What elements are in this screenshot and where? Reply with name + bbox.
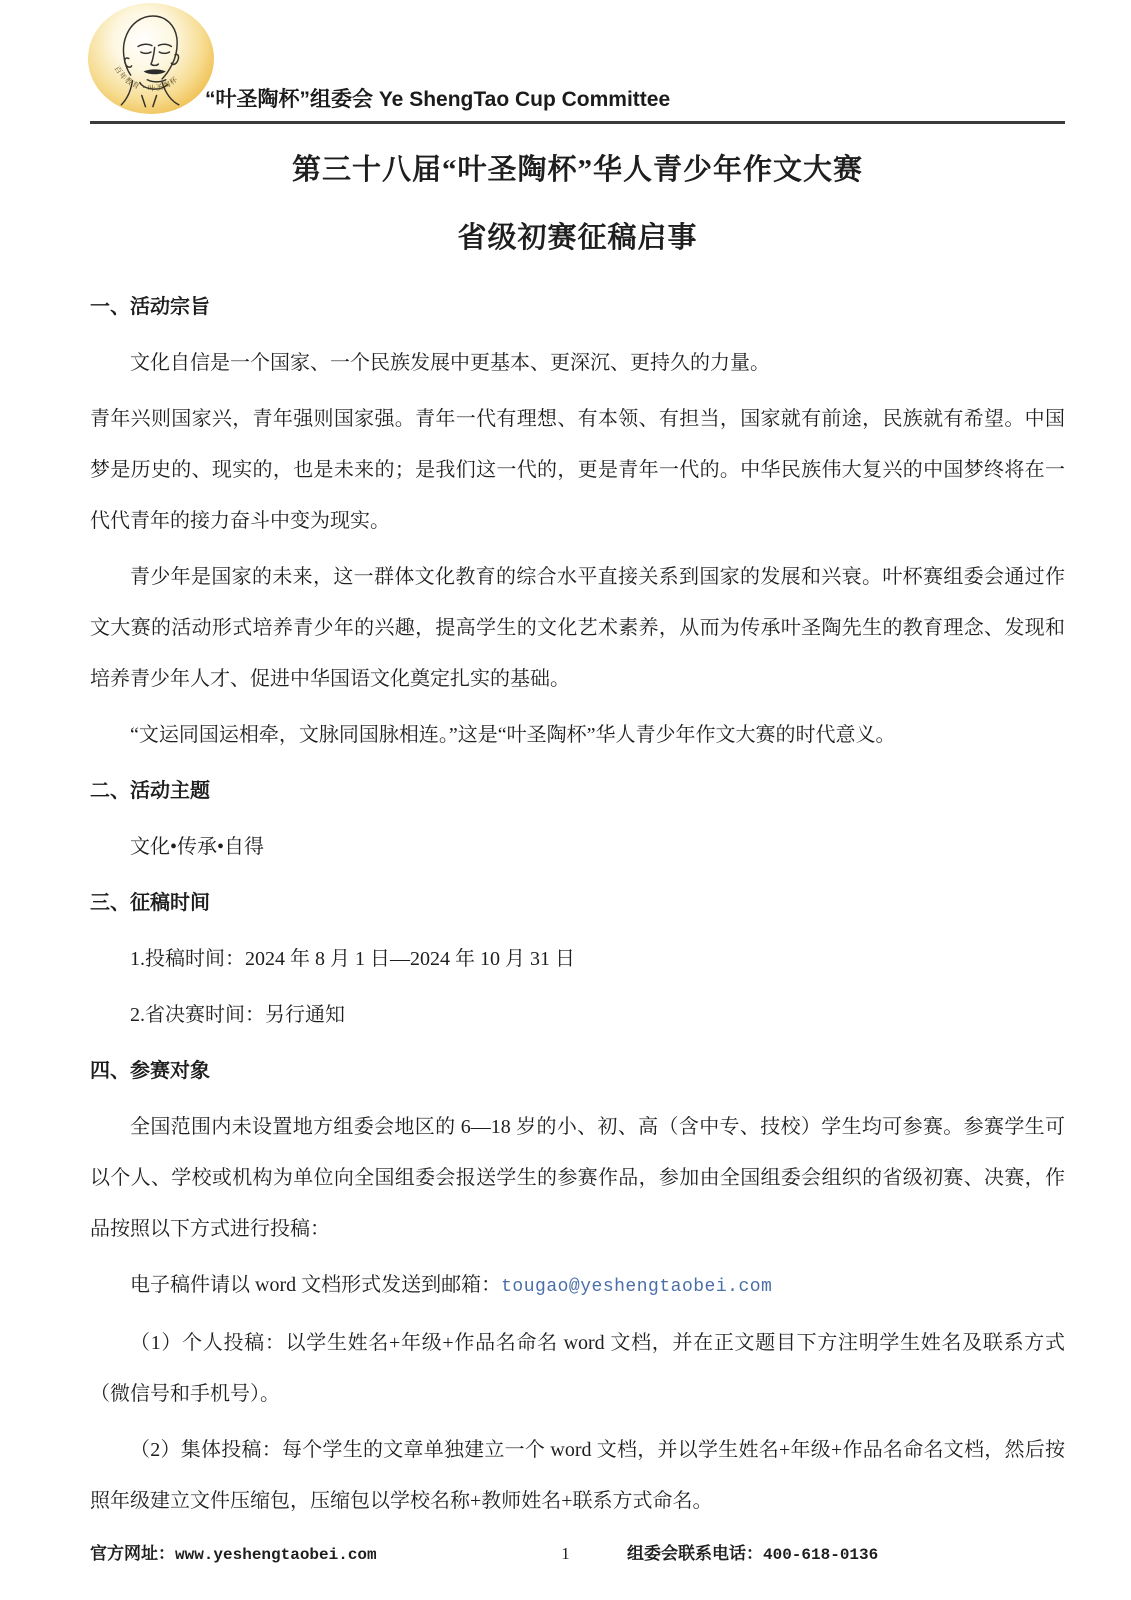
section-heading-schedule: 三、征稿时间 [90,892,210,914]
submission-email-link[interactable]: tougao@yeshengtaobei.com [501,1277,773,1297]
email-label: 电子稿件请以 word 文档形式发送到邮箱： [130,1274,502,1296]
contact-phone-number: 400-618-0136 [763,1546,879,1564]
section-heading-theme: 二、活动主题 [90,780,210,802]
paragraph-culture-confidence: 文化自信是一个国家、一个民族发展中更基本、更深沉、更持久的力量。 [130,352,770,374]
organization-title: “叶圣陶杯”组委会 Ye ShengTao Cup Committee [205,88,671,111]
document-title: 第三十八届“叶圣陶杯”华人青少年作文大赛 [291,154,863,186]
paragraph-individual-submission: （1）个人投稿：以学生姓名+年级+作品名命名 word 文档，并在正文题目下方注明学生姓名及联系方式（微信号和手机号）。 [90,1332,1065,1405]
section-heading-eligibility: 四、参赛对象 [90,1060,210,1082]
footer-phone [627,1542,878,1567]
schedule-item-provincial-final: 2.省决赛时间：另行通知 [130,1004,345,1026]
paragraph-theme: 文化•传承•自得 [130,836,265,858]
email-line [90,1260,1065,1313]
paragraph-group-submission: （2）集体投稿：每个学生的文章单独建立一个 word 文档，并以学生姓名+年级+作品名命名文档，然后按照年级建立文件压缩包，压缩包以学校名称+教师姓名+联系方式命名。 [90,1439,1065,1512]
section-heading-purpose: 一、活动宗旨 [90,296,210,318]
paragraph-youth-future: 青少年是国家的未来，这一群体文化教育的综合水平直接关系到国家的发展和兴衰。叶杯赛组委会通过作文大赛的活动形式培养青少年的兴趣，提高学生的文化艺术素养，从而为传承叶圣陶先生的教育理念、发现和培养青少年人才、促进中华国语文化奠定扎实的基础。 [90,566,1065,690]
paragraph-youth-nation: 青年兴则国家兴，青年强则国家强。青年一代有理想、有本领、有担当，国家就有前途，民族就有希望。中国梦是历史的、现实的，也是未来的；是我们这一代的，更是青年一代的。中华民族伟大复兴的中国梦终将在一代代青年的接力奋斗中变为现实。 [90,408,1065,532]
footer-website [90,1542,377,1567]
official-website-url: www.yeshengtaobei.com [175,1546,377,1564]
paragraph-eligibility: 全国范围内未设置地方组委会地区的 6—18 岁的小、初、高（含中专、技校）学生均可参赛。参赛学生可以个人、学校或机构为单位向全国组委会报送学生的参赛作品，参加由全国组委会组织的省级初赛、决赛，作品按照以下方式进行投稿： [90,1116,1065,1240]
schedule-item-submission-window: 1.投稿时间：2024 年 8 月 1 日—2024 年 10 月 31 日 [130,948,575,970]
document-subtitle: 省级初赛征稿启事 [457,222,698,254]
page-number: 1 [561,1544,570,1563]
logo-arc-text: 百年教育 · 叶圣陶杯 [112,64,180,93]
page-footer [0,1542,1131,1570]
footer-website-label: 官方网址： [90,1544,175,1563]
paragraph-era-significance: “文运同国运相牵，文脉同国脉相连。”这是“叶圣陶杯”华人青少年作文大赛的时代意义。 [130,724,896,746]
footer-phone-label: 组委会联系电话： [627,1544,763,1563]
